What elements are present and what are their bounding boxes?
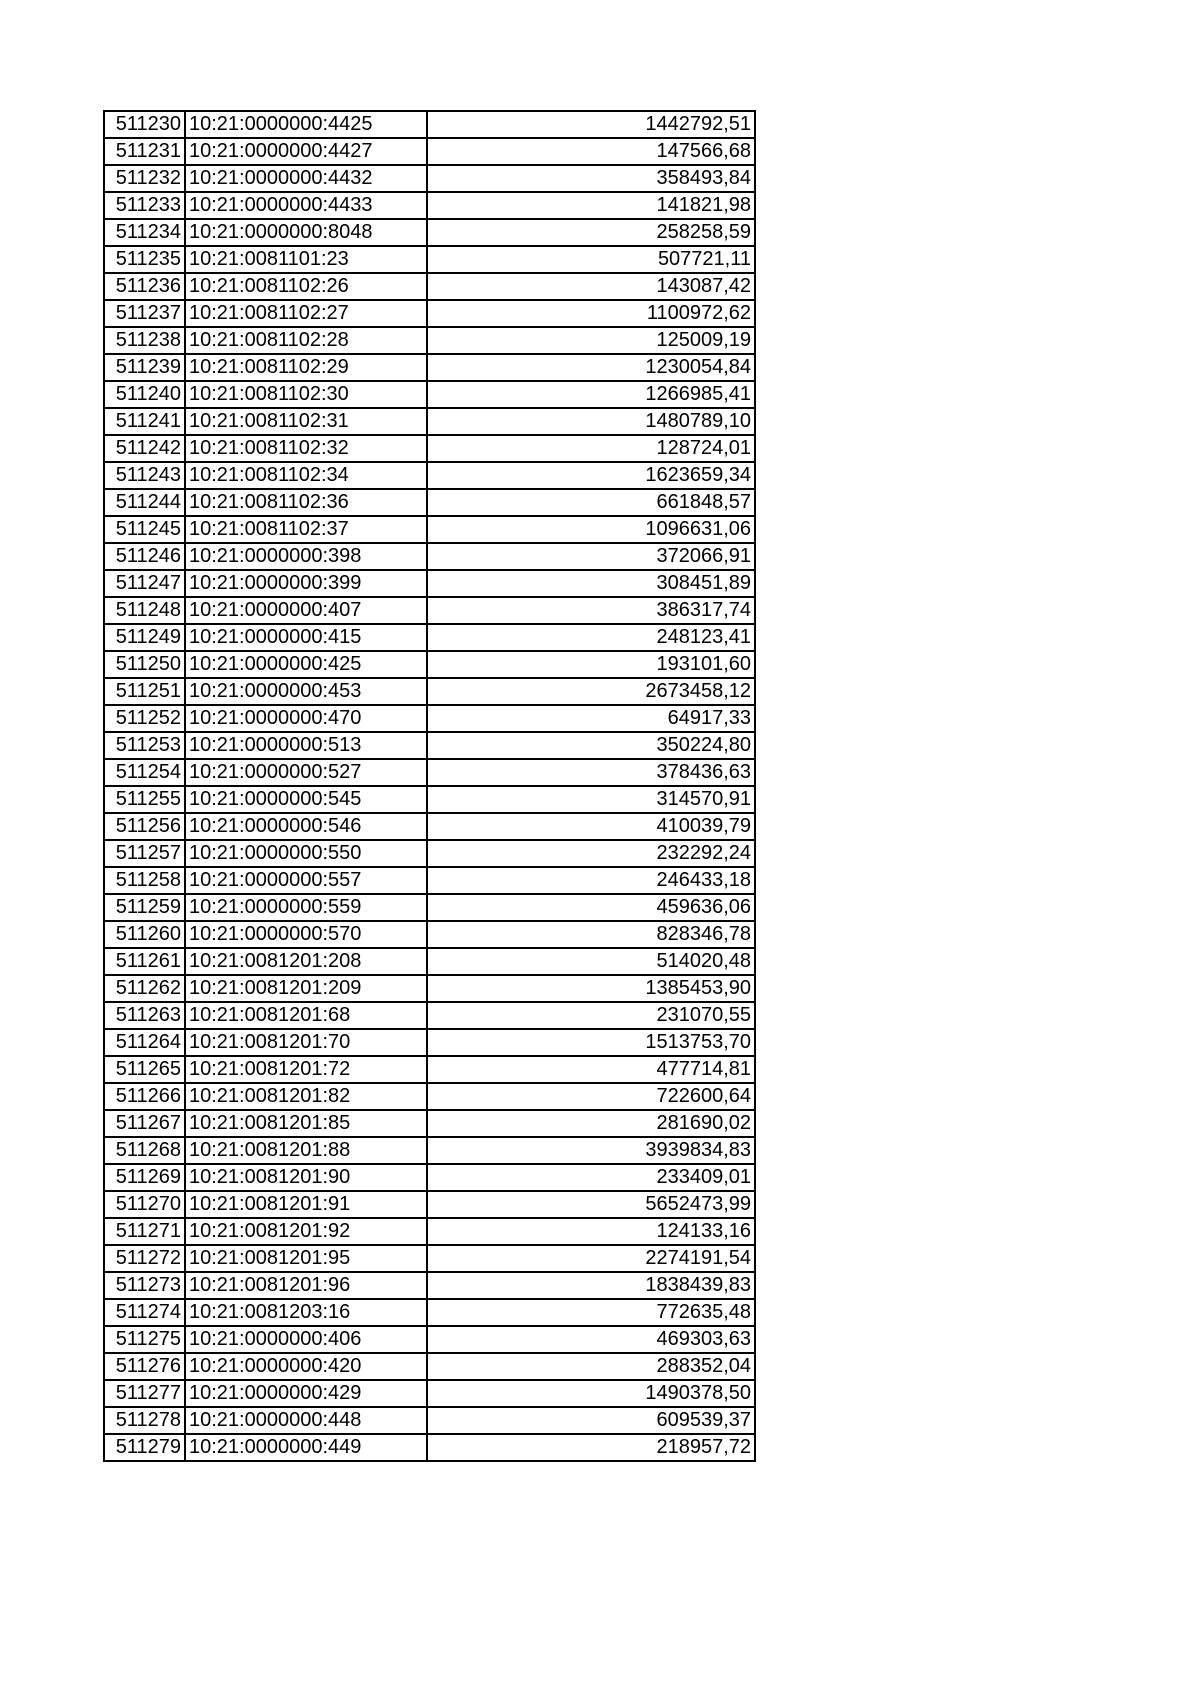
row-id-cell: 511273 [104,1272,185,1299]
amount-cell: 1442792,51 [427,111,755,138]
row-id-cell: 511242 [104,435,185,462]
row-id-cell: 511277 [104,1380,185,1407]
amount-cell: 124133,16 [427,1218,755,1245]
table-row [104,408,755,435]
table-row [104,381,755,408]
row-id-cell: 511257 [104,840,185,867]
amount-cell: 514020,48 [427,948,755,975]
cadastral-code-cell: 10:21:0000000:550 [185,840,427,867]
table-row [104,1299,755,1326]
cadastral-code-cell: 10:21:0081102:29 [185,354,427,381]
row-id-cell: 511267 [104,1110,185,1137]
table-row [104,1191,755,1218]
table-row [104,921,755,948]
cadastral-code-cell: 10:21:0081102:37 [185,516,427,543]
row-id-cell: 511260 [104,921,185,948]
table-row [104,1164,755,1191]
table-row [104,1110,755,1137]
cadastral-code-cell: 10:21:0000000:398 [185,543,427,570]
table-row [104,354,755,381]
cadastral-code-cell: 10:21:0081102:36 [185,489,427,516]
row-id-cell: 511259 [104,894,185,921]
amount-cell: 281690,02 [427,1110,755,1137]
amount-cell: 350224,80 [427,732,755,759]
cadastral-code-cell: 10:21:0000000:557 [185,867,427,894]
amount-cell: 147566,68 [427,138,755,165]
cadastral-code-cell: 10:21:0000000:4427 [185,138,427,165]
table-row [104,138,755,165]
row-id-cell: 511231 [104,138,185,165]
amount-cell: 5652473,99 [427,1191,755,1218]
cadastral-code-cell: 10:21:0000000:448 [185,1407,427,1434]
table-row [104,1083,755,1110]
table-row [104,948,755,975]
row-id-cell: 511263 [104,1002,185,1029]
amount-cell: 661848,57 [427,489,755,516]
table-row [104,1380,755,1407]
table-row [104,300,755,327]
row-id-cell: 511230 [104,111,185,138]
table-row [104,759,755,786]
amount-cell: 1096631,06 [427,516,755,543]
amount-cell: 772635,48 [427,1299,755,1326]
row-id-cell: 511245 [104,516,185,543]
cadastral-code-cell: 10:21:0081201:208 [185,948,427,975]
amount-cell: 1266985,41 [427,381,755,408]
amount-cell: 1623659,34 [427,462,755,489]
amount-cell: 246433,18 [427,867,755,894]
cadastral-code-cell: 10:21:0000000:4425 [185,111,427,138]
amount-cell: 2274191,54 [427,1245,755,1272]
cadastral-code-cell: 10:21:0081201:91 [185,1191,427,1218]
table-row [104,1137,755,1164]
cadastral-code-cell: 10:21:0081201:95 [185,1245,427,1272]
table-row [104,975,755,1002]
table-row [104,732,755,759]
row-id-cell: 511233 [104,192,185,219]
cadastral-code-cell: 10:21:0081203:16 [185,1299,427,1326]
cadastral-code-cell: 10:21:0000000:425 [185,651,427,678]
cadastral-code-cell: 10:21:0081201:92 [185,1218,427,1245]
row-id-cell: 511243 [104,462,185,489]
row-id-cell: 511270 [104,1191,185,1218]
amount-cell: 141821,98 [427,192,755,219]
amount-cell: 128724,01 [427,435,755,462]
cadastral-code-cell: 10:21:0000000:429 [185,1380,427,1407]
table-row [104,273,755,300]
row-id-cell: 511236 [104,273,185,300]
cadastral-code-cell: 10:21:0000000:545 [185,786,427,813]
cadastral-code-cell: 10:21:0081201:96 [185,1272,427,1299]
row-id-cell: 511252 [104,705,185,732]
amount-cell: 232292,24 [427,840,755,867]
table-row [104,867,755,894]
cadastral-code-cell: 10:21:0000000:420 [185,1353,427,1380]
cadastral-code-cell: 10:21:0081102:34 [185,462,427,489]
table-row [104,435,755,462]
table-row [104,1218,755,1245]
table-row [104,597,755,624]
table-row [104,1029,755,1056]
cadastral-code-cell: 10:21:0081102:31 [185,408,427,435]
row-id-cell: 511250 [104,651,185,678]
table-row [104,111,755,138]
table-row [104,1434,755,1461]
table-row [104,543,755,570]
table-row [104,651,755,678]
table-body [104,111,755,1461]
row-id-cell: 511249 [104,624,185,651]
table-row [104,1326,755,1353]
amount-cell: 233409,01 [427,1164,755,1191]
cadastral-code-cell: 10:21:0081102:32 [185,435,427,462]
cadastral-code-cell: 10:21:0000000:453 [185,678,427,705]
amount-cell: 477714,81 [427,1056,755,1083]
table-row [104,219,755,246]
cadastral-code-cell: 10:21:0081201:85 [185,1110,427,1137]
cadastral-code-cell: 10:21:0000000:4432 [185,165,427,192]
row-id-cell: 511265 [104,1056,185,1083]
row-id-cell: 511268 [104,1137,185,1164]
cadastral-code-cell: 10:21:0000000:415 [185,624,427,651]
amount-cell: 2673458,12 [427,678,755,705]
amount-cell: 358493,84 [427,165,755,192]
amount-cell: 372066,91 [427,543,755,570]
cadastral-code-cell: 10:21:0081201:70 [185,1029,427,1056]
row-id-cell: 511248 [104,597,185,624]
row-id-cell: 511272 [104,1245,185,1272]
cadastral-code-cell: 10:21:0000000:4433 [185,192,427,219]
table-row [104,1407,755,1434]
table-row [104,678,755,705]
row-id-cell: 511266 [104,1083,185,1110]
amount-cell: 609539,37 [427,1407,755,1434]
row-id-cell: 511251 [104,678,185,705]
amount-cell: 1230054,84 [427,354,755,381]
table-row [104,813,755,840]
row-id-cell: 511255 [104,786,185,813]
table-row [104,489,755,516]
cadastral-code-cell: 10:21:0081101:23 [185,246,427,273]
row-id-cell: 511235 [104,246,185,273]
row-id-cell: 511238 [104,327,185,354]
row-id-cell: 511234 [104,219,185,246]
cadastral-code-cell: 10:21:0000000:406 [185,1326,427,1353]
row-id-cell: 511239 [104,354,185,381]
cadastral-code-cell: 10:21:0081102:26 [185,273,427,300]
table-row [104,1272,755,1299]
amount-cell: 1100972,62 [427,300,755,327]
cadastral-code-cell: 10:21:0081102:30 [185,381,427,408]
table-row [104,192,755,219]
cadastral-code-cell: 10:21:0000000:407 [185,597,427,624]
table-row [104,624,755,651]
row-id-cell: 511240 [104,381,185,408]
row-id-cell: 511279 [104,1434,185,1461]
row-id-cell: 511237 [104,300,185,327]
cadastral-code-cell: 10:21:0000000:8048 [185,219,427,246]
row-id-cell: 511258 [104,867,185,894]
cadastral-code-cell: 10:21:0000000:399 [185,570,427,597]
amount-cell: 1480789,10 [427,408,755,435]
amount-cell: 507721,11 [427,246,755,273]
amount-cell: 722600,64 [427,1083,755,1110]
cadastral-code-cell: 10:21:0081201:68 [185,1002,427,1029]
amount-cell: 410039,79 [427,813,755,840]
data-table [103,110,756,1462]
table-row [104,1056,755,1083]
row-id-cell: 511275 [104,1326,185,1353]
cadastral-code-cell: 10:21:0081201:82 [185,1083,427,1110]
row-id-cell: 511271 [104,1218,185,1245]
row-id-cell: 511261 [104,948,185,975]
table-row [104,705,755,732]
table-row [104,1245,755,1272]
table-row [104,1002,755,1029]
table-row [104,516,755,543]
table-row [104,165,755,192]
amount-cell: 308451,89 [427,570,755,597]
row-id-cell: 511246 [104,543,185,570]
amount-cell: 828346,78 [427,921,755,948]
row-id-cell: 511262 [104,975,185,1002]
table-row [104,786,755,813]
table-row [104,327,755,354]
amount-cell: 1838439,83 [427,1272,755,1299]
table-row [104,1353,755,1380]
table-row [104,246,755,273]
row-id-cell: 511264 [104,1029,185,1056]
amount-cell: 314570,91 [427,786,755,813]
cadastral-code-cell: 10:21:0081102:28 [185,327,427,354]
row-id-cell: 511274 [104,1299,185,1326]
row-id-cell: 511241 [104,408,185,435]
amount-cell: 1490378,50 [427,1380,755,1407]
amount-cell: 386317,74 [427,597,755,624]
amount-cell: 459636,06 [427,894,755,921]
amount-cell: 3939834,83 [427,1137,755,1164]
row-id-cell: 511269 [104,1164,185,1191]
amount-cell: 258258,59 [427,219,755,246]
row-id-cell: 511254 [104,759,185,786]
cadastral-code-cell: 10:21:0081201:88 [185,1137,427,1164]
row-id-cell: 511247 [104,570,185,597]
cadastral-code-cell: 10:21:0000000:513 [185,732,427,759]
amount-cell: 1385453,90 [427,975,755,1002]
cadastral-code-cell: 10:21:0081201:209 [185,975,427,1002]
amount-cell: 248123,41 [427,624,755,651]
amount-cell: 1513753,70 [427,1029,755,1056]
cadastral-code-cell: 10:21:0000000:546 [185,813,427,840]
cadastral-code-cell: 10:21:0000000:470 [185,705,427,732]
cadastral-code-cell: 10:21:0000000:570 [185,921,427,948]
cadastral-code-cell: 10:21:0000000:559 [185,894,427,921]
table-row [104,462,755,489]
cadastral-code-cell: 10:21:0000000:527 [185,759,427,786]
amount-cell: 64917,33 [427,705,755,732]
table-row [104,840,755,867]
amount-cell: 125009,19 [427,327,755,354]
cadastral-code-cell: 10:21:0081201:72 [185,1056,427,1083]
cadastral-code-cell: 10:21:0081201:90 [185,1164,427,1191]
amount-cell: 231070,55 [427,1002,755,1029]
row-id-cell: 511244 [104,489,185,516]
amount-cell: 469303,63 [427,1326,755,1353]
table-row [104,894,755,921]
amount-cell: 143087,42 [427,273,755,300]
cadastral-code-cell: 10:21:0081102:27 [185,300,427,327]
row-id-cell: 511278 [104,1407,185,1434]
amount-cell: 378436,63 [427,759,755,786]
cadastral-code-cell: 10:21:0000000:449 [185,1434,427,1461]
row-id-cell: 511256 [104,813,185,840]
amount-cell: 193101,60 [427,651,755,678]
row-id-cell: 511276 [104,1353,185,1380]
table-row [104,570,755,597]
row-id-cell: 511253 [104,732,185,759]
amount-cell: 218957,72 [427,1434,755,1461]
amount-cell: 288352,04 [427,1353,755,1380]
row-id-cell: 511232 [104,165,185,192]
